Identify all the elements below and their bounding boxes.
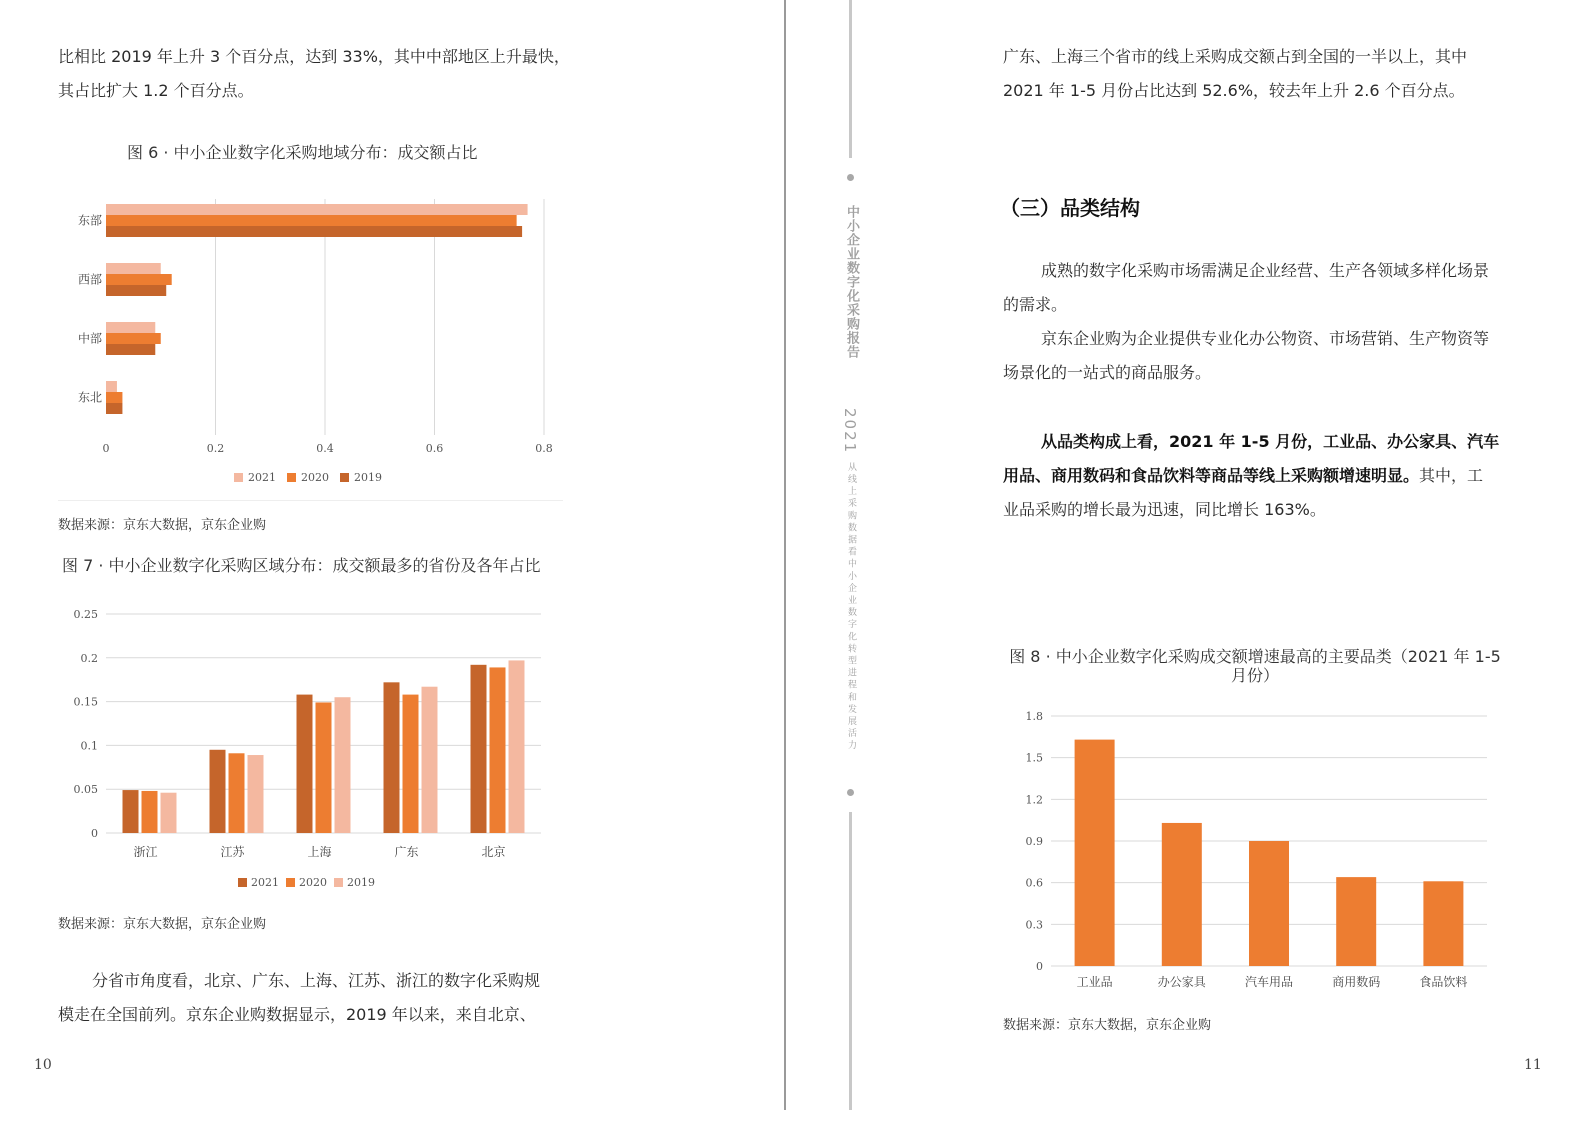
right-p3-bold2: 用品、商用数码和食品饮料等商品等线上采购额增速明显。 (1003, 466, 1420, 485)
fig8-source: 数据来源：京东大数据，京东企业购 (1003, 1018, 1212, 1033)
fig6-bar-2020-3 (106, 392, 122, 403)
fig7-category-label: 广东 (394, 845, 419, 859)
fig6-legend-swatch-2019 (340, 473, 349, 482)
fig6-bar-2021-0 (106, 204, 528, 215)
fig6-bar-2019-0 (106, 226, 522, 237)
fig8-tick-label: 0.6 (1025, 876, 1043, 890)
right-intro-line1: 广东、上海三个省市的线上采购成交额占到全国的一半以上，其中 (1003, 47, 1468, 66)
right-p3-rest2: 其中，工 (1419, 466, 1484, 485)
fig7-bar-2021-1 (210, 750, 226, 833)
fig8-bar-2 (1249, 841, 1289, 966)
fig8-bar-3 (1336, 877, 1376, 966)
fig8-tick-label: 0.3 (1025, 918, 1043, 932)
fig8-tick-label: 0.9 (1025, 835, 1043, 848)
fig7-category-label: 北京 (481, 845, 506, 859)
fig8-tick-label: 1.8 (1025, 710, 1043, 723)
spine-line-top (849, 0, 852, 158)
fig7-bar-2020-3 (403, 695, 419, 833)
fig8-category-label: 工业品 (1076, 975, 1113, 989)
fig7-bar-2020-2 (316, 702, 332, 833)
right-para-1 (1003, 254, 1523, 390)
spine-year: 2021 (841, 408, 859, 455)
fig6-bar-2019-3 (106, 403, 122, 414)
fig8-tick-label: 0 (1036, 960, 1043, 973)
right-para-3 (1003, 425, 1523, 527)
fig6-bar-2020-1 (106, 274, 172, 285)
fig7-legend-label: 2019 (347, 876, 375, 889)
fig7-bar-2020-0 (142, 791, 158, 833)
fig7-legend-swatch-2021 (238, 878, 247, 887)
right-intro (1003, 40, 1523, 108)
fig7-legend-label: 2020 (299, 876, 327, 889)
fig6-legend-label: 2020 (301, 471, 329, 484)
right-p2-line1: 京东企业购为企业提供专业化办公物资、市场营销、生产物资等 (1041, 329, 1490, 348)
section-heading: （三）品类结构 (1000, 196, 1140, 220)
left-intro-line2: 其占比扩大 1.2 个百分点。 (58, 81, 254, 100)
fig8-category-label: 汽车用品 (1244, 975, 1294, 989)
fig6-category-label: 西部 (77, 272, 102, 287)
fig7-tick-label: 0.15 (73, 695, 98, 709)
book-spine (784, 0, 786, 1110)
left-intro (58, 40, 758, 108)
fig6-bar-2021-3 (106, 381, 117, 392)
fig7-bar-2020-4 (490, 667, 506, 833)
right-p1-line1: 成熟的数字化采购市场需满足企业经营、生产各领域多样化场景 (1041, 261, 1490, 280)
fig6-tick-label: 0 (102, 442, 110, 455)
fig7-category-label: 上海 (307, 845, 332, 859)
left-outro-line2: 模走在全国前列。京东企业购数据显示，2019 年以来，来自北京、 (58, 1005, 536, 1024)
fig7-bar-2021-3 (384, 682, 400, 833)
fig7-bar-2021-4 (471, 665, 487, 833)
fig6-bar-2021-2 (106, 322, 155, 333)
fig8-title-line2: 月份） (1230, 666, 1279, 685)
spine-line-bottom (849, 812, 852, 1110)
fig7-bar-2020-1 (229, 753, 245, 833)
fig7-tick-label: 0 (91, 827, 98, 840)
right-page-number: 11 (1524, 1057, 1542, 1073)
fig6-tick-label: 0.6 (425, 442, 444, 455)
right-p1-line2: 的需求。 (1003, 295, 1068, 314)
fig6-category-label: 中部 (77, 331, 102, 346)
fig6-legend-label: 2019 (354, 471, 382, 484)
fig8-bar-0 (1075, 740, 1115, 966)
fig7-bar-2019-2 (335, 697, 351, 833)
fig8-category-label: 商用数码 (1332, 975, 1381, 989)
left-outro (58, 964, 778, 1032)
fig8-tick-label: 1.2 (1025, 793, 1043, 807)
fig8-category-label: 办公家具 (1157, 975, 1206, 989)
fig6-bar-2020-2 (106, 333, 161, 344)
fig7-bar-2019-1 (248, 755, 264, 833)
fig8-chart (1003, 700, 1503, 1000)
fig6-bottom-rule (58, 500, 563, 501)
fig7-bar-2021-2 (297, 695, 313, 833)
fig7-tick-label: 0.2 (80, 651, 98, 665)
spine-dot-bottom (847, 789, 854, 796)
fig6-title: 图 6 · 中小企业数字化采购地域分布：成交额占比 (127, 143, 478, 162)
fig7-bar-2019-3 (422, 687, 438, 833)
fig8-category-label: 食品饮料 (1419, 975, 1468, 989)
fig6-legend-label: 2021 (248, 471, 276, 484)
fig6-legend-swatch-2020 (287, 473, 296, 482)
right-intro-line2: 2021 年 1-5 月份占比达到 52.6%，较去年上升 2.6 个百分点。 (1003, 81, 1465, 100)
fig6-bar-2019-2 (106, 344, 155, 355)
fig7-title: 图 7 · 中小企业数字化采购区域分布：成交额最多的省份及各年占比 (62, 556, 541, 575)
fig6-chart (58, 185, 563, 503)
right-p3-bold1: 从品类构成上看，2021 年 1-5 月份，工业品、办公家具、汽车 (1041, 432, 1500, 451)
fig7-legend-swatch-2020 (286, 878, 295, 887)
right-p2-line2: 场景化的一站式的商品服务。 (1003, 363, 1212, 382)
fig6-tick-label: 0.4 (316, 442, 334, 455)
fig6-tick-label: 0.8 (535, 442, 553, 455)
fig7-tick-label: 0.25 (73, 608, 98, 621)
fig8-bar-4 (1423, 881, 1463, 966)
fig8-title-line1: 图 8 · 中小企业数字化采购成交额增速最高的主要品类（2021 年 1-5 (1009, 647, 1501, 666)
fig6-legend-swatch-2021 (234, 473, 243, 482)
right-p3-line3: 业品采购的增长最为迅速，同比增长 163%。 (1003, 500, 1326, 519)
fig7-bar-2021-0 (123, 790, 139, 833)
left-intro-line1: 比相比 2019 年上升 3 个百分点，达到 33%，其中中部地区上升最快， (58, 47, 570, 66)
fig7-category-label: 江苏 (220, 845, 245, 859)
fig8-title (1000, 647, 1510, 685)
spine-dot-top (847, 174, 854, 181)
fig8-bar-1 (1162, 823, 1202, 966)
fig7-source: 数据来源：京东大数据，京东企业购 (58, 917, 267, 932)
fig7-legend-label: 2021 (251, 876, 279, 889)
fig6-source: 数据来源：京东大数据，京东企业购 (58, 518, 267, 533)
fig6-category-label: 东北 (77, 390, 102, 405)
fig7-legend-swatch-2019 (334, 878, 343, 887)
fig7-bar-2019-0 (161, 793, 177, 833)
fig6-bar-2019-1 (106, 285, 166, 296)
fig7-bar-2019-4 (509, 660, 525, 833)
fig6-category-label: 东部 (77, 213, 102, 228)
spine-subtitle: 从线上采购数据看中小企业数字化转型进程和发展活力 (846, 462, 856, 753)
fig6-tick-label: 0.2 (206, 442, 225, 455)
fig7-chart (58, 597, 558, 900)
spine-report-title: 中小企业数字化采购报告 (844, 205, 859, 359)
fig8-tick-label: 1.5 (1025, 751, 1043, 765)
fig7-tick-label: 0.1 (80, 739, 98, 753)
left-outro-line1: 分省市角度看，北京、广东、上海、江苏、浙江的数字化采购规 (92, 971, 541, 990)
fig6-bar-2021-1 (106, 263, 161, 274)
left-page-number: 10 (34, 1057, 52, 1073)
fig6-bar-2020-0 (106, 215, 517, 226)
fig7-tick-label: 0.05 (73, 783, 98, 797)
fig7-category-label: 浙江 (133, 845, 158, 859)
